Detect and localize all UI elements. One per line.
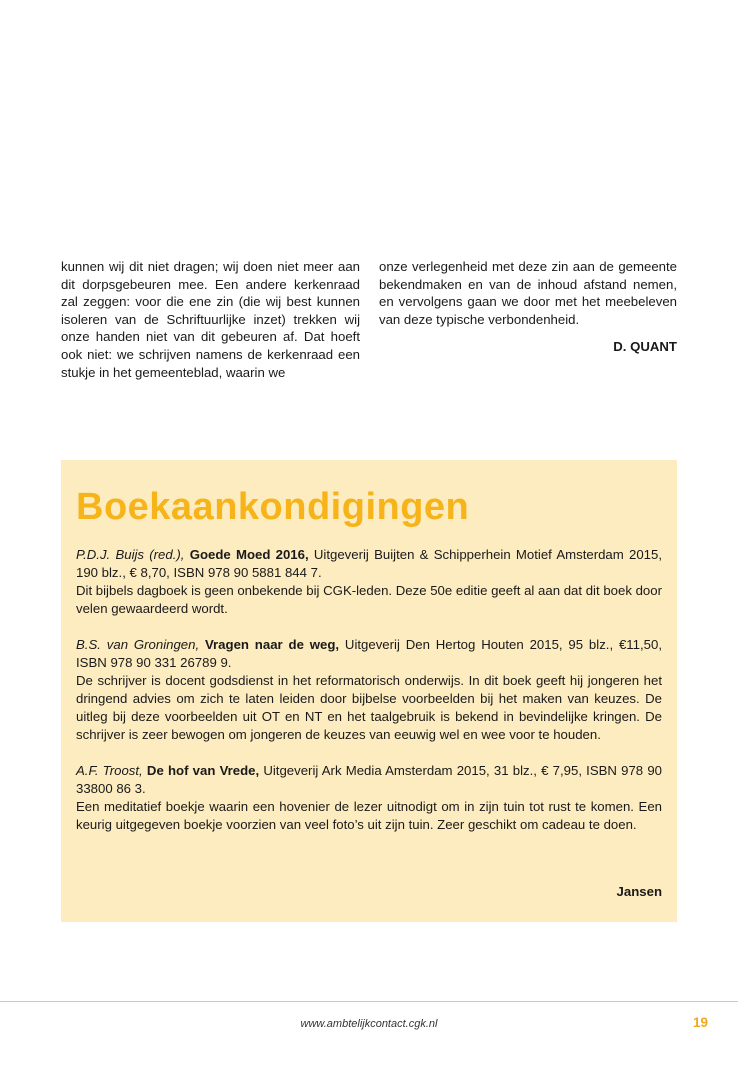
- book-author: A.F. Troost,: [76, 763, 143, 778]
- article-left-text: kunnen wij dit niet dragen; wij doen niet meer aan dit dorpsgebeuren mee. Een andere kerkenraad zal zeggen: voor die ene zin (die wij best kunnen isoleren van de Schriftuurlijke inzet) trekken wij onze handen niet van dit gebeuren af. Dat hoeft ook niet: we schrijven namens de kerkenraad een stukje in het gemeenteblad, waarin we: [61, 259, 360, 380]
- footer-divider: [0, 1001, 738, 1002]
- footer-url[interactable]: www.ambtelijkcontact.cgk.nl: [300, 1018, 438, 1030]
- book-entry: [76, 546, 662, 618]
- book-title: Goede Moed 2016,: [189, 547, 309, 562]
- article-right-column: [379, 258, 677, 356]
- book-details: Uitgeverij Buijten & Schipperhein Motief Amsterdam 2015, 190 blz., € 8,70, ISBN 978 90 5881 844 7.: [76, 547, 662, 580]
- book-description: De schrijver is docent godsdienst in het reformatorisch onderwijs. In dit boek geeft hij jongeren het dringend advies om zich te laten leiden door bijbelse voorbeelden bij het maken van keuzes. De uitleg bij deze voorbeelden uit OT en NT en het taalgebruik is bekend in bevindelijke kringen. De schrijver is zeer bewogen om jongeren de keuzes van eeuwig wel en wee voor te houden.: [76, 673, 662, 742]
- book-title: Vragen naar de weg,: [204, 637, 340, 652]
- box-signature: Jansen: [616, 884, 662, 899]
- book-details: Uitgeverij Den Hertog Houten 2015, 95 blz., €11,50, ISBN 978 90 331 26789 9.: [76, 637, 662, 670]
- book-author: B.S. van Groningen,: [76, 637, 200, 652]
- book-description: Dit bijbels dagboek is geen onbekende bij CGK-leden. Deze 50e editie geeft al aan dat dit boek door velen gewaardeerd wordt.: [76, 583, 662, 616]
- book-author: P.D.J. Buijs (red.),: [76, 547, 185, 562]
- book-entry: [76, 762, 662, 834]
- book-title: De hof van Vrede,: [146, 763, 260, 778]
- article-signature: D. QUANT: [613, 339, 677, 355]
- box-title: Boekaankondigingen: [76, 486, 470, 528]
- book-entry: [76, 636, 662, 744]
- page-number: 19: [692, 1015, 708, 1030]
- article-right-text: onze verlegenheid met deze zin aan de gemeente bekendmaken en van de inhoud afstand nemen, en vervolgens gaan we door met het meebeleven van deze typische verbondenheid.: [379, 259, 677, 327]
- book-description: Een meditatief boekje waarin een hovenier de lezer uitnodigt om in zijn tuin tot rust te komen. Een keurig uitgegeven boekje voorzien van veel foto’s uit zijn tuin. Zeer geschikt om cadeau te doen.: [76, 799, 662, 832]
- book-details: Uitgeverij Ark Media Amsterdam 2015, 31 blz., € 7,95, ISBN 978 90 33800 86 3.: [76, 763, 662, 796]
- book-announcements-box: [61, 460, 677, 922]
- article-left-column: [61, 258, 360, 381]
